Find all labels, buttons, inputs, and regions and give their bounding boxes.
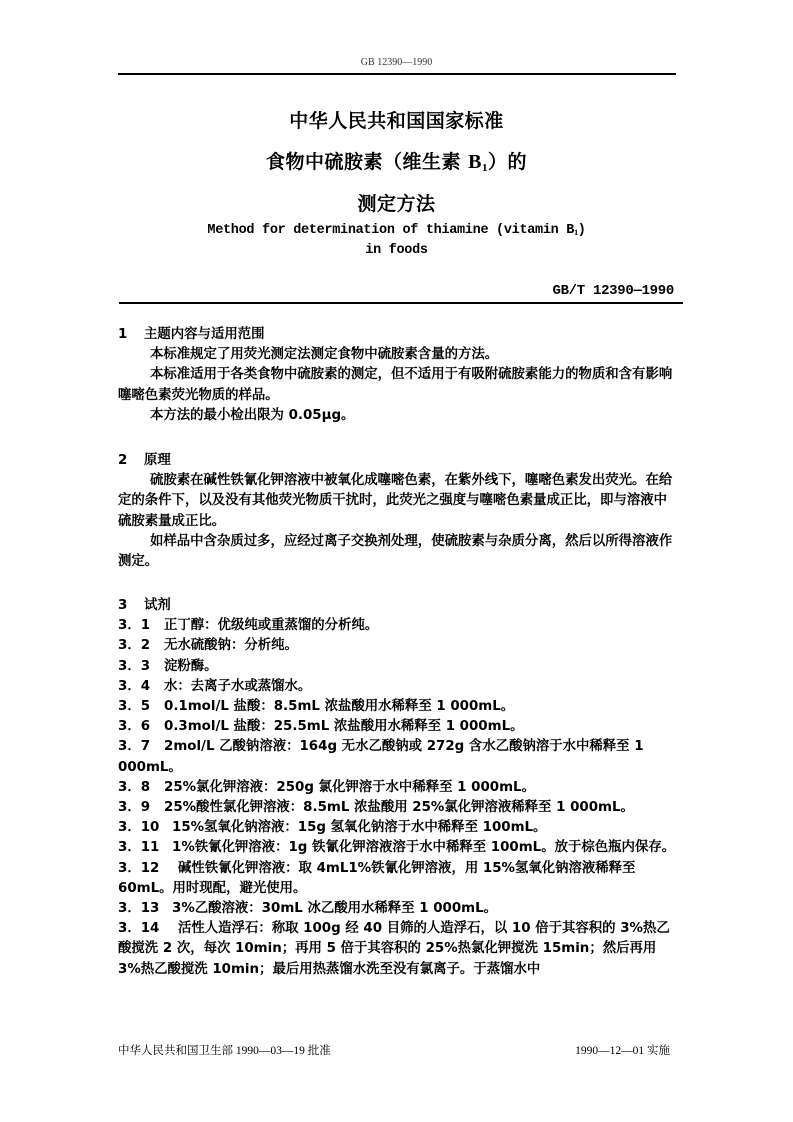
title-vitamin-subscript: 1 xyxy=(481,162,488,174)
title-line-3: 测定方法 xyxy=(357,193,436,215)
standard-number: GB/T 12390—1990 xyxy=(552,283,674,299)
item-number: 3．2 xyxy=(118,638,151,654)
section-number: 1 xyxy=(118,327,128,342)
item-text: 正丁醇：优级纯或重蒸馏的分析纯。 xyxy=(164,618,379,634)
paragraph: 本标准适用于各类食物中硫胺素的测定，但不适用于有吸附硫胺素能力的物质和含有影响噻嘧色素荧光物质的样品。 xyxy=(118,367,673,403)
implementation-date: 1990—12—01 实施 xyxy=(575,1045,670,1057)
item-number: 3．7 xyxy=(118,739,151,755)
item-text: 活性人造浮石：称取 100g 经 40 目筛的人造浮石，以 10 倍于其容积的 3%热乙酸搅洗 2 次，每次 10min；再用 5 倍于其容积的 25%热氯化钾搅洗 15min；然后再用 3%热乙酸搅洗 10min；最后用热蒸馏水洗至没有氯离子。于蒸馏水中 xyxy=(118,921,670,977)
list-item xyxy=(118,636,678,656)
standard-rule xyxy=(119,302,683,304)
list-item xyxy=(118,737,678,777)
item-number: 3．3 xyxy=(118,658,151,674)
paragraph: 硫胺素在碱性铁氰化钾溶液中被氧化成噻嘧色素，在紫外线下，噻嘧色素发出荧光。在给定的条件下，以及没有其他荧光物质干扰时，此荧光之强度与噻嘧色素量成正比，即与溶液中硫胺素量成正比。 xyxy=(118,473,673,529)
list-item xyxy=(118,616,678,636)
list-item xyxy=(118,919,678,980)
item-number: 3．14 xyxy=(118,921,160,937)
item-text: 25%酸性氯化钾溶液：8.5mL 浓盐酸用 25%氯化钾溶液稀释至 1 000mL。 xyxy=(164,800,634,816)
section-heading xyxy=(118,325,678,345)
item-number: 3．13 xyxy=(118,901,160,917)
item-text: 1%铁氰化钾溶液：1g 铁氰化钾溶液溶于水中稀释至 100mL。放于棕色瓶内保存。 xyxy=(172,840,676,856)
list-item xyxy=(118,778,678,798)
english-title-prefix: Method for determination of thiamine (vitamin B xyxy=(207,223,575,238)
section-number: 2 xyxy=(118,453,128,468)
section-heading xyxy=(118,451,678,471)
list-item xyxy=(118,677,678,697)
paragraph: 如样品中含杂质过多，应经过离子交换剂处理，使硫胺素与杂质分离，然后以所得溶液作测定。 xyxy=(118,533,673,570)
item-number: 3．9 xyxy=(118,800,151,816)
english-title-subscript: 1 xyxy=(574,228,578,237)
paragraph: 本标准规定了用荧光测定法测定食物中硫胺素含量的方法。 xyxy=(150,347,499,363)
item-text: 淀粉酶。 xyxy=(164,658,218,674)
running-head: GB 12390—1990 xyxy=(360,57,433,68)
english-title-suffix: ) xyxy=(577,223,586,238)
list-item xyxy=(118,838,678,858)
list-item xyxy=(118,697,678,717)
item-number: 3．4 xyxy=(118,678,151,694)
section-title: 试剂 xyxy=(144,598,171,613)
title-vitamin-letter: B xyxy=(468,151,482,173)
item-text: 无水硫酸钠：分析纯。 xyxy=(164,638,298,654)
section-1 xyxy=(118,325,678,426)
paragraph: 本方法的最小检出限为 0.05μg。 xyxy=(150,407,355,423)
list-item xyxy=(118,899,678,919)
title-line-2-suffix: ）的 xyxy=(487,151,527,173)
section-heading xyxy=(118,596,678,616)
item-text: 水：去离子水或蒸馏水。 xyxy=(164,678,312,694)
item-text: 3%乙酸溶液：30mL 冰乙酸用水稀释至 1 000mL。 xyxy=(172,901,498,917)
item-number: 3．8 xyxy=(118,779,151,795)
section-3 xyxy=(118,596,678,980)
item-text: 0.1mol/L 盐酸：8.5mL 浓盐酸用水稀释至 1 000mL。 xyxy=(164,699,515,715)
list-item xyxy=(118,818,678,838)
item-number: 3．10 xyxy=(118,820,160,836)
item-number: 3．12 xyxy=(118,860,160,876)
item-number: 3．6 xyxy=(118,719,151,735)
item-text: 25%氯化钾溶液：250g 氯化钾溶于水中稀释至 1 000mL。 xyxy=(164,779,535,795)
item-number: 3．1 xyxy=(118,618,151,634)
list-item xyxy=(118,657,678,677)
list-item xyxy=(118,717,678,737)
section-title: 原理 xyxy=(144,453,171,468)
item-text: 碱性铁氰化钾溶液：取 4mL1%铁氰化钾溶液，用 15%氢氧化钠溶液稀释至 60mL。用时现配，避光使用。 xyxy=(118,860,636,896)
item-text: 15%氢氧化钠溶液：15g 氢氧化钠溶于水中稀释至 100mL。 xyxy=(172,820,547,836)
header-rule xyxy=(118,73,676,75)
section-number: 3 xyxy=(118,598,128,613)
title-line-2-prefix: 食物中硫胺素（维生素 xyxy=(266,151,469,173)
section-title: 主题内容与适用范围 xyxy=(144,327,265,342)
english-title-line-2: in foods xyxy=(365,243,428,258)
section-2 xyxy=(118,451,678,572)
list-item xyxy=(118,859,678,899)
title-line-2 xyxy=(0,147,793,174)
list-item xyxy=(118,798,678,818)
item-text: 0.3mol/L 盐酸：25.5mL 浓盐酸用水稀释至 1 000mL。 xyxy=(164,719,524,735)
item-number: 3．11 xyxy=(118,840,160,856)
item-text: 2mol/L 乙酸钠溶液：164g 无水乙酸钠或 272g 含水乙酸钠溶于水中稀释至 1 000mL。 xyxy=(118,739,644,775)
approval-note: 中华人民共和国卫生部 1990—03—19 批准 xyxy=(118,1045,331,1057)
title-line-1: 中华人民共和国国家标准 xyxy=(289,110,504,132)
item-number: 3．5 xyxy=(118,699,151,715)
english-title-line-1 xyxy=(0,223,793,238)
